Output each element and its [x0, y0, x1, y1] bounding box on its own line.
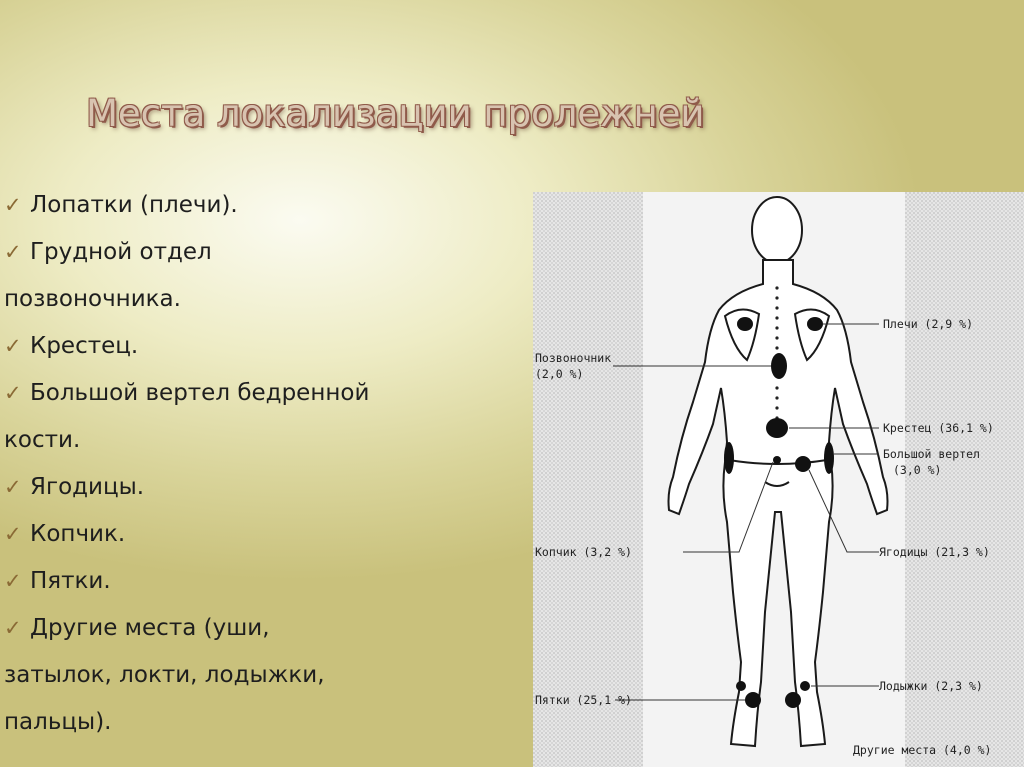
checkmark-icon: ✓ [4, 334, 22, 358]
left-shading [533, 192, 643, 767]
bullet-text-continued: пальцы). [4, 709, 112, 735]
bullet-text-continued: позвоночника. [4, 286, 181, 312]
label-coccyx: Копчик (3,2 %) [535, 545, 632, 559]
list-item [4, 605, 504, 746]
bullet-text-continued: кости. [4, 427, 81, 453]
heel-right-point [785, 692, 801, 708]
bullet-text: Копчик. [30, 521, 126, 547]
sacrum-point [766, 418, 788, 438]
spine-point [771, 353, 787, 379]
list-item [4, 464, 504, 511]
bullet-text: Большой вертел бедренной [30, 380, 370, 406]
label-trochanter-percent: (3,0 %) [893, 463, 942, 477]
list-item [4, 558, 504, 605]
shoulder-left-point [737, 317, 753, 331]
label-buttocks: Ягодицы (21,3 %) [879, 545, 990, 559]
bullet-text: Пятки. [30, 568, 111, 594]
bullet-text: Ягодицы. [30, 474, 145, 500]
list-item [4, 182, 504, 229]
bullet-list [4, 182, 504, 746]
trochanter-right-point [824, 442, 834, 474]
list-item [4, 511, 504, 558]
bullet-text: Крестец. [30, 333, 139, 359]
checkmark-icon: ✓ [4, 475, 22, 499]
list-item [4, 370, 504, 464]
checkmark-icon: ✓ [4, 616, 22, 640]
checkmark-icon: ✓ [4, 193, 22, 217]
coccyx-point [773, 456, 781, 464]
shoulder-right-point [807, 317, 823, 331]
label-spine: Позвоночник [535, 351, 612, 365]
bullet-text: Лопатки (плечи). [30, 192, 238, 218]
checkmark-icon: ✓ [4, 381, 22, 405]
list-item [4, 229, 504, 323]
label-trochanter: Большой вертел [883, 447, 980, 461]
checkmark-icon: ✓ [4, 569, 22, 593]
label-spine-percent: (2,0 %) [535, 367, 584, 381]
label-sacrum: Крестец (36,1 %) [883, 421, 994, 435]
trochanter-left-point [724, 442, 734, 474]
ankle-right-point [800, 681, 810, 691]
slide-title: Места локализации пролежней [86, 92, 705, 135]
label-shoulders: Плечи (2,9 %) [883, 317, 974, 331]
checkmark-icon: ✓ [4, 522, 22, 546]
label-other: Другие места (4,0 %) [853, 743, 992, 757]
bullet-text: Грудной отдел [30, 239, 212, 265]
pressure-sore-body-diagram [533, 192, 1024, 767]
label-heels: Пятки (25,1 %) [535, 693, 632, 707]
bullet-text: Другие места (уши, [30, 615, 270, 641]
ankle-left-point [736, 681, 746, 691]
bullet-text-continued: затылок, локти, лодыжки, [4, 662, 325, 688]
checkmark-icon: ✓ [4, 240, 22, 264]
heel-left-point [745, 692, 761, 708]
buttock-point [795, 456, 811, 472]
label-ankles: Лодыжки (2,3 %) [879, 679, 983, 693]
body-diagram-svg [533, 192, 1024, 767]
list-item [4, 323, 504, 370]
